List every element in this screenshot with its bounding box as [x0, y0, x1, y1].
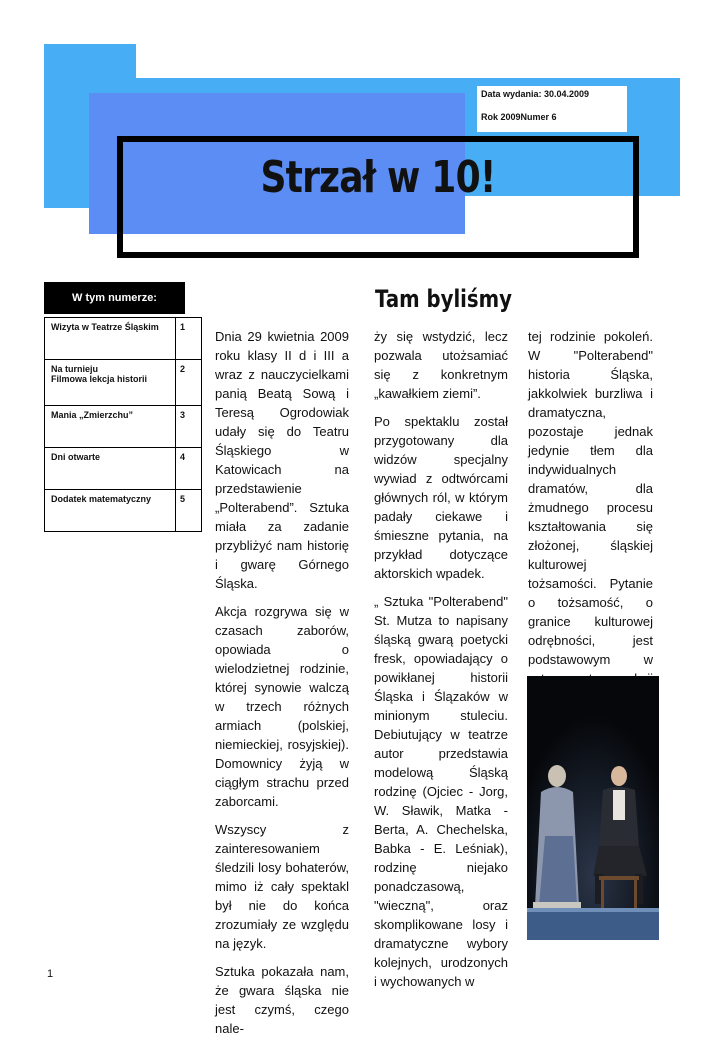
toc-title: Na turnieju [51, 364, 99, 374]
paragraph: tej rodzinie pokoleń. W "Polterabend" historia Śląska, jakkolwiek burzliwa i dramatyczna, pozostaje jednak jedynie tłem dla indywidualnych dramatów, dla żmudnego procesu kształtowania się złożonej, śląskiej kulturowej tożsamości. Pytanie o tożsamość, o granice kulturowej odrębności, jest podstawowym w [528, 329, 653, 667]
paragraph: Wszyscy z zainteresowaniem śledzili losy bohaterów, mimo iż cały spektakl był nie do końca zrozumiały ze względu na język. [215, 822, 349, 951]
toc-title: Dodatek matematyczny [45, 490, 176, 532]
toc-heading: W tym numerze: [44, 282, 185, 314]
toc-row [45, 448, 202, 490]
toc-row [45, 318, 202, 360]
toc-row [45, 360, 202, 406]
toc-title-cell [45, 360, 176, 406]
toc-page: 1 [176, 318, 202, 360]
toc-row [45, 490, 202, 532]
issue-number: Rok 2009Numer 6 [481, 112, 557, 122]
toc-page: 3 [176, 406, 202, 448]
article-column-3 [528, 327, 653, 716]
toc-title: Mania „Zmierzchu” [45, 406, 176, 448]
toc-page: 2 [176, 360, 202, 406]
article-headline: Tam byliśmy [375, 285, 512, 313]
paragraph: Po spektaklu został przygotowany dla widzów specjalny wywiad z odtwórcami głównych ról, w którym padały ciekawe i śmieszne pytania, na przykład dotyczące aktorskich wpadek. [374, 414, 508, 581]
toc-page: 5 [176, 490, 202, 532]
toc-page: 4 [176, 448, 202, 490]
toc-subtitle: Filmowa lekcja historii [51, 374, 148, 384]
article-column-2 [374, 327, 508, 1000]
paragraph: Dnia 29 kwietnia 2009 roku klasy II d i III a wraz z nauczycielkami panią Beatą Sową i Teresą Ogrodowiak udały się do Teatru Śląskiego w Katowicach na przedstawienie „Polterabend”. Sztuka miała za zadanie przybliżyć nam historię i gwarę Górnego Śląska. [215, 329, 349, 591]
issue-info-box [477, 86, 627, 132]
paragraph: Akcja rozgrywa się w czasach zaborów, opowiada o wielodzietnej rodzinie, której synowie walczą w trzech różnych armiach (polskiej, niemieckiej, rosyjskiej). Domownicy żyją w ciągłym strachu przed zaborcami. [215, 604, 349, 809]
page-number: 1 [47, 968, 54, 980]
toc-row [45, 406, 202, 448]
theatre-photo [527, 676, 659, 940]
paragraph: „ Sztuka "Polterabend" St. Mutza to napisany śląską gwarą poetycki fresk, opowiadający o powikłanej historii Śląska i Ślązaków w minionym stuleciu. Debiutujący w teatrze autor przedstawia modelową Śląską rodzinę (Ojciec - Jorg, W. Sławik, Matka - Berta, A. Chechelska, Babka - E. Leśniak), rodzinę niejako ponadczasową, "wieczną", oraz skomplikowane losy i dramatyczne wybory kolejnych, urodzonych i wychowanych w [374, 594, 508, 989]
article-column-1 [215, 327, 349, 1047]
newspaper-title: Strzał w 10! [260, 152, 496, 203]
theatre-scene-illustration [527, 676, 659, 940]
paragraph: ży się wstydzić, lecz pozwala utożsamiać się z konkretnym „kawałkiem ziemi”. [374, 329, 508, 401]
issue-date: Data wydania: 30.04.2009 [481, 89, 590, 99]
toc-title: Dni otwarte [45, 448, 176, 490]
paragraph: Sztuka pokazała nam, że gwara śląska nie jest czymś, czego nale- [215, 964, 349, 1036]
toc-title: Wizyta w Teatrze Śląskim [45, 318, 176, 360]
table-of-contents [44, 317, 202, 532]
